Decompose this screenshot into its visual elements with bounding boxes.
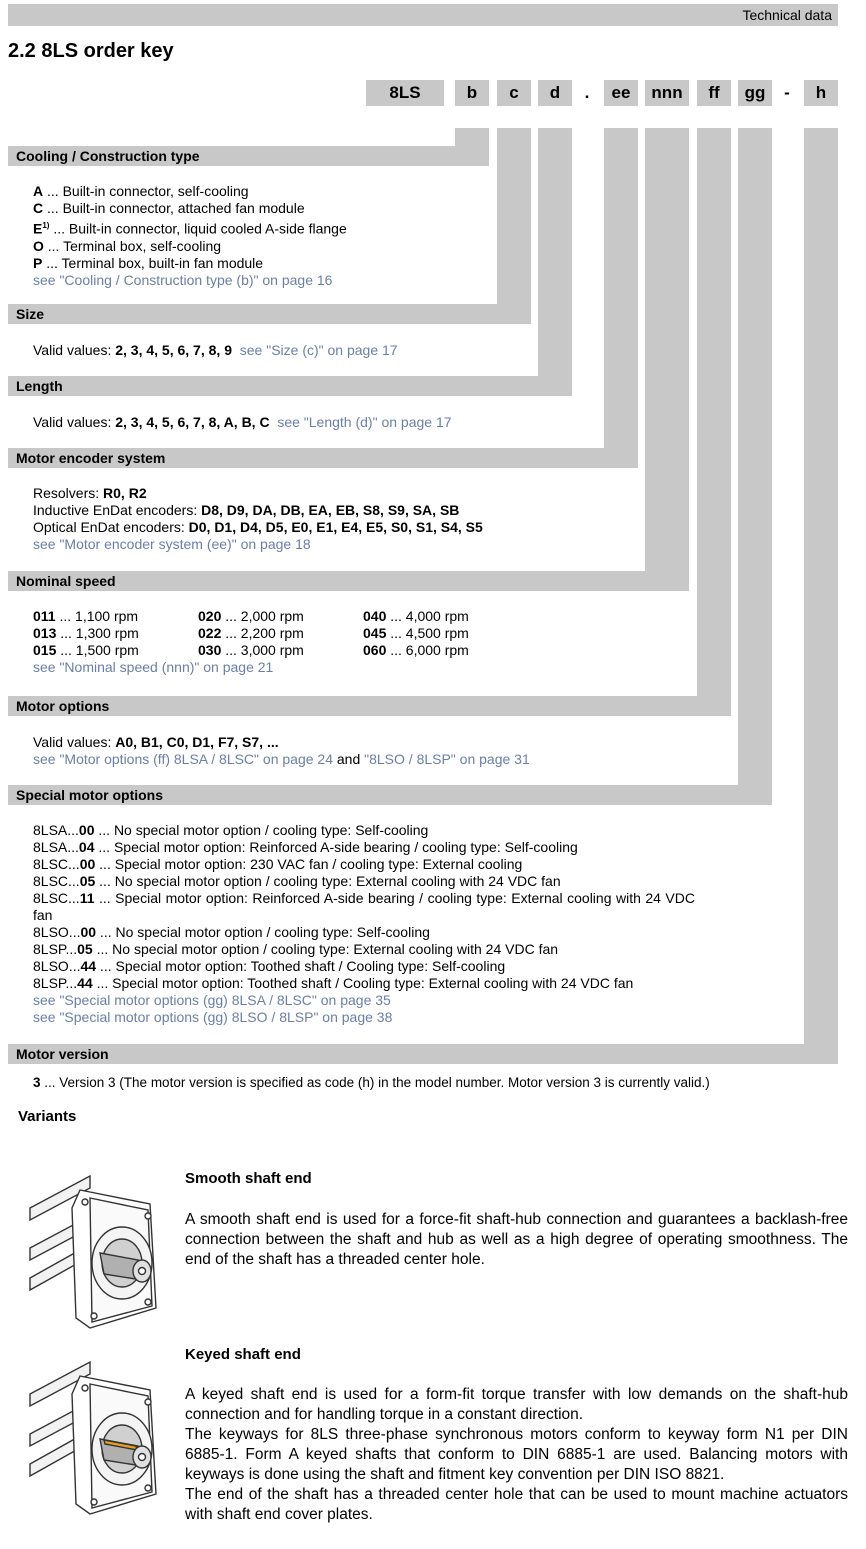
- special-item: 8LSC...05 ... No special motor option / cooling type: External cooling with 24 VDC fan: [33, 873, 561, 889]
- cooling-item-p: P ... Terminal box, built-in fan module: [33, 254, 264, 271]
- encoder-optical: Optical EnDat encoders: D0, D1, D4, D5, E0, E1, E4, E5, S0, S1, S4, S5: [33, 519, 483, 535]
- speed-015: 015 ... 1,500 rpm: [33, 642, 139, 658]
- column-ff: [697, 128, 731, 716]
- speed-link[interactable]: see "Nominal speed (nnn)" on page 21: [33, 659, 274, 675]
- speed-022: 022 ... 2,200 rpm: [198, 625, 304, 641]
- size-link[interactable]: see "Size (c)" on page 17: [239, 342, 398, 358]
- special-item: 8LSP...44 ... Special motor option: Toothed shaft / Cooling type: External cooling with 24 VDC fan: [33, 975, 634, 991]
- code-8ls: 8LS: [366, 80, 444, 106]
- cooling-item-a: A ... Built-in connector, self-cooling: [33, 183, 249, 199]
- code-gg: gg: [738, 80, 772, 106]
- column-ee: [604, 128, 638, 468]
- encoder-resolvers: Resolvers: R0, R2: [33, 485, 147, 501]
- special-link-1[interactable]: see "Special motor options (gg) 8LSA / 8LSC" on page 35: [33, 992, 391, 1008]
- heading-options: Motor options: [8, 696, 730, 716]
- heading-length: Length: [8, 376, 572, 396]
- special-item: 8LSA...04 ... Special motor option: Reinforced A-side bearing / cooling type: Self-cooling: [33, 839, 578, 855]
- options-block: [33, 734, 530, 768]
- column-h: [804, 128, 838, 1064]
- smooth-title: Smooth shaft end: [185, 1170, 312, 1187]
- special-item: 8LSO...44 ... Special motor option: Toothed shaft / Cooling type: Self-cooling: [33, 958, 506, 974]
- cooling-link[interactable]: see "Cooling / Construction type (b)" on page 16: [33, 271, 333, 288]
- code-dash: -: [784, 83, 790, 102]
- heading-version: Motor version: [8, 1044, 838, 1064]
- code-ee: ee: [604, 80, 638, 106]
- column-d: [538, 128, 572, 396]
- cooling-item-o: O ... Terminal box, self-cooling: [33, 237, 222, 254]
- special-list: [33, 822, 695, 1026]
- heading-cooling: Cooling / Construction type: [8, 146, 489, 166]
- speed-030: 030 ... 3,000 rpm: [198, 642, 304, 658]
- code-ff: ff: [697, 80, 731, 106]
- column-nnn: [645, 128, 689, 591]
- speed-013: 013 ... 1,300 rpm: [33, 625, 139, 641]
- special-item: 8LSA...00 ... No special motor option / cooling type: Self-cooling: [33, 822, 429, 838]
- column-gg: [738, 128, 772, 805]
- code-nnn: nnn: [645, 80, 689, 106]
- keyed-title: Keyed shaft end: [185, 1346, 301, 1363]
- encoder-inductive: Inductive EnDat encoders: D8, D9, DA, DB, EA, EB, S8, S9, SA, SB: [33, 502, 460, 518]
- length-values: Valid values: 2, 3, 4, 5, 6, 7, 8, A, B, C see "Length (d)" on page 17: [33, 414, 452, 430]
- code-d: d: [538, 80, 572, 106]
- special-item: 8LSC...00 ... Special motor option: 230 VAC fan / cooling type: External cooling: [33, 856, 523, 872]
- header-bar: [8, 4, 838, 26]
- code-h: h: [804, 80, 838, 106]
- heading-size: Size: [8, 304, 531, 324]
- special-link-2[interactable]: see "Special motor options (gg) 8LSO / 8LSP" on page 38: [33, 1009, 393, 1025]
- smooth-shaft-figure: [20, 1168, 160, 1333]
- column-c: [497, 128, 531, 324]
- keyed-paragraph-1: A keyed shaft end is used for a form-fit torque transfer with low demands on the shaft-hub connection and for handling torque in a constant direction.: [185, 1386, 848, 1423]
- cooling-list: [33, 183, 347, 289]
- page-title: 2.2 8LS order key: [8, 40, 174, 62]
- speed-045: 045 ... 4,500 rpm: [363, 625, 469, 641]
- encoder-list: [33, 485, 483, 553]
- options-link-2[interactable]: "8LSO / 8LSP" on page 31: [364, 751, 530, 767]
- speed-040: 040 ... 4,000 rpm: [363, 608, 469, 624]
- options-link-1[interactable]: see "Motor options (ff) 8LSA / 8LSC" on page 24: [33, 751, 333, 767]
- cooling-item-e: $E^{1)}$ ... Built-in connector, liquid cooled A-side flange: [33, 220, 347, 237]
- speed-020: 020 ... 2,000 rpm: [198, 608, 304, 624]
- heading-special: Special motor options: [8, 785, 772, 805]
- variants-heading: Variants: [18, 1108, 77, 1125]
- keyed-text: [185, 1385, 848, 1525]
- version-text: 3 ... Version 3 (The motor version is specified as code (h) in the model number. Motor version 3 is currently valid.): [33, 1075, 710, 1090]
- heading-speed: Nominal speed: [8, 571, 689, 591]
- special-item: 8LSC...11 ... Special motor option: Reinforced A-side bearing / cooling type: External cooling with 24 VDC fan: [33, 890, 695, 923]
- special-item: 8LSP...05 ... No special motor option / cooling type: External cooling with 24 VDC fan: [33, 941, 559, 957]
- code-b: b: [455, 80, 489, 106]
- options-values: Valid values: A0, B1, C0, D1, F7, S7, ...: [33, 734, 279, 750]
- smooth-text: A smooth shaft end is used for a force-fit shaft-hub connection and guarantees a backlash-free connection between the shaft and hub as well as a high degree of operating smoothness. The end of the shaft has a threaded center hole.: [185, 1211, 848, 1268]
- speed-grid: [33, 608, 528, 659]
- length-link[interactable]: see "Length (d)" on page 17: [277, 414, 452, 430]
- encoder-link[interactable]: see "Motor encoder system (ee)" on page 18: [33, 536, 311, 552]
- options-links: see "Motor options (ff) 8LSA / 8LSC" on page 24 and "8LSO / 8LSP" on page 31: [33, 751, 530, 767]
- header-section-label: Technical data: [742, 7, 832, 23]
- speed-list: [33, 608, 528, 676]
- cooling-item-c: C ... Built-in connector, attached fan module: [33, 200, 305, 216]
- code-c: c: [497, 80, 531, 106]
- speed-060: 060 ... 6,000 rpm: [363, 642, 469, 658]
- heading-encoder: Motor encoder system: [8, 448, 638, 468]
- speed-011: 011 ... 1,100 rpm: [33, 608, 139, 624]
- size-values: Valid values: 2, 3, 4, 5, 6, 7, 8, 9 see "Size (c)" on page 17: [33, 342, 398, 358]
- keyed-paragraph-2: The keyways for 8LS three-phase synchronous motors conform to keyway form N1 per DIN 6885-1. Form A keyed shafts that conform to DIN 6885-1 are used. Balancing motors with keyways is done using the shaft and fitment key convention per DIN ISO 8821.: [185, 1426, 848, 1483]
- keyed-paragraph-3: The end of the shaft has a threaded center hole that can be used to mount machine actuators with shaft end cover plates.: [185, 1486, 848, 1523]
- code-dot: .: [584, 83, 590, 102]
- special-item: 8LSO...00 ... No special motor option / cooling type: Self-cooling: [33, 924, 430, 940]
- keyed-shaft-figure: [20, 1354, 160, 1519]
